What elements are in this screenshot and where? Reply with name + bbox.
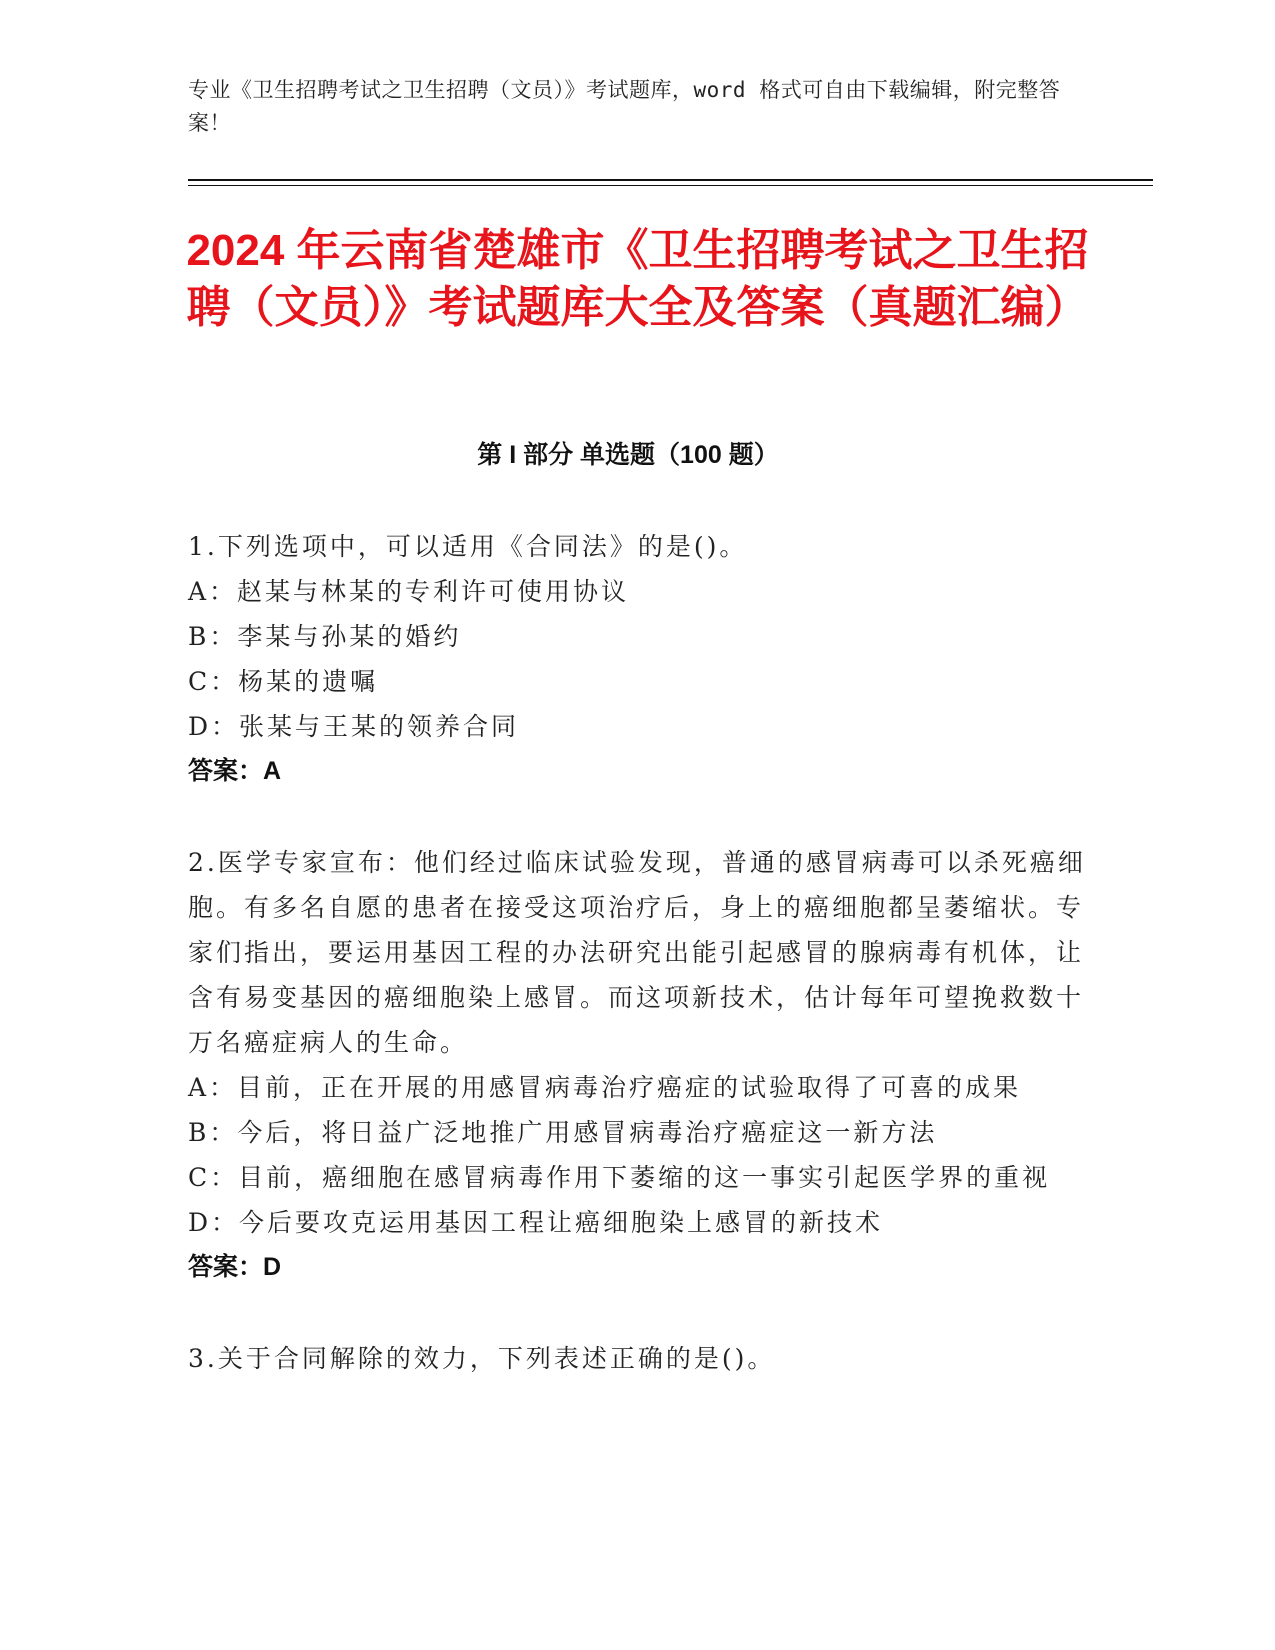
section-title: 第 I 部分 单选题（100 题） bbox=[477, 441, 779, 469]
question-stem: 1.下列选项中，可以适用《合同法》的是()。 bbox=[188, 532, 748, 561]
option-b: B：今后，将日益广泛地推广用感冒病毒治疗癌症这一新方法 bbox=[188, 1118, 938, 1147]
answer-label: 答案：D bbox=[188, 1253, 282, 1281]
header-divider-thin bbox=[188, 185, 1153, 186]
question-1 bbox=[188, 524, 1088, 794]
header-divider-thick bbox=[188, 179, 1153, 181]
option-a: A：赵某与林某的专利许可使用协议 bbox=[188, 577, 630, 606]
option-b: B：李某与孙某的婚约 bbox=[188, 622, 462, 651]
option-c: C：目前，癌细胞在感冒病毒作用下萎缩的这一事实引起医学界的重视 bbox=[188, 1163, 1051, 1192]
question-2 bbox=[188, 840, 1088, 1290]
header-note: 专业《卫生招聘考试之卫生招聘（文员）》考试题库，word 格式可自由下载编辑，附完整答案！ bbox=[188, 78, 1061, 135]
question-list bbox=[188, 524, 1088, 1427]
question-stem: 2.医学专家宣布：他们经过临床试验发现，普通的感冒病毒可以杀死癌细胞。有多名自愿的患者在接受这项治疗后，身上的癌细胞都呈萎缩状。专家们指出，要运用基因工程的办法研究出能引起感冒的腺病毒有机体，让含有易变基因的癌细胞染上感冒。而这项新技术，估计每年可望挽救数十万名癌症病人的生命。 bbox=[188, 848, 1086, 1057]
option-a: A：目前，正在开展的用感冒病毒治疗癌症的试验取得了可喜的成果 bbox=[188, 1073, 1022, 1102]
question-stem: 3.关于合同解除的效力，下列表述正确的是()。 bbox=[188, 1344, 776, 1373]
option-d: D：今后要攻克运用基因工程让癌细胞染上感冒的新技术 bbox=[188, 1208, 884, 1237]
document-title: 2024 年云南省楚雄市《卫生招聘考试之卫生招聘（文员）》考试题库大全及答案（真题汇编） bbox=[186, 226, 1089, 332]
answer-label: 答案：A bbox=[188, 757, 282, 785]
question-3 bbox=[188, 1336, 1088, 1381]
option-d: D：张某与王某的领养合同 bbox=[188, 712, 520, 741]
option-c: C：杨某的遗嘱 bbox=[188, 667, 379, 696]
